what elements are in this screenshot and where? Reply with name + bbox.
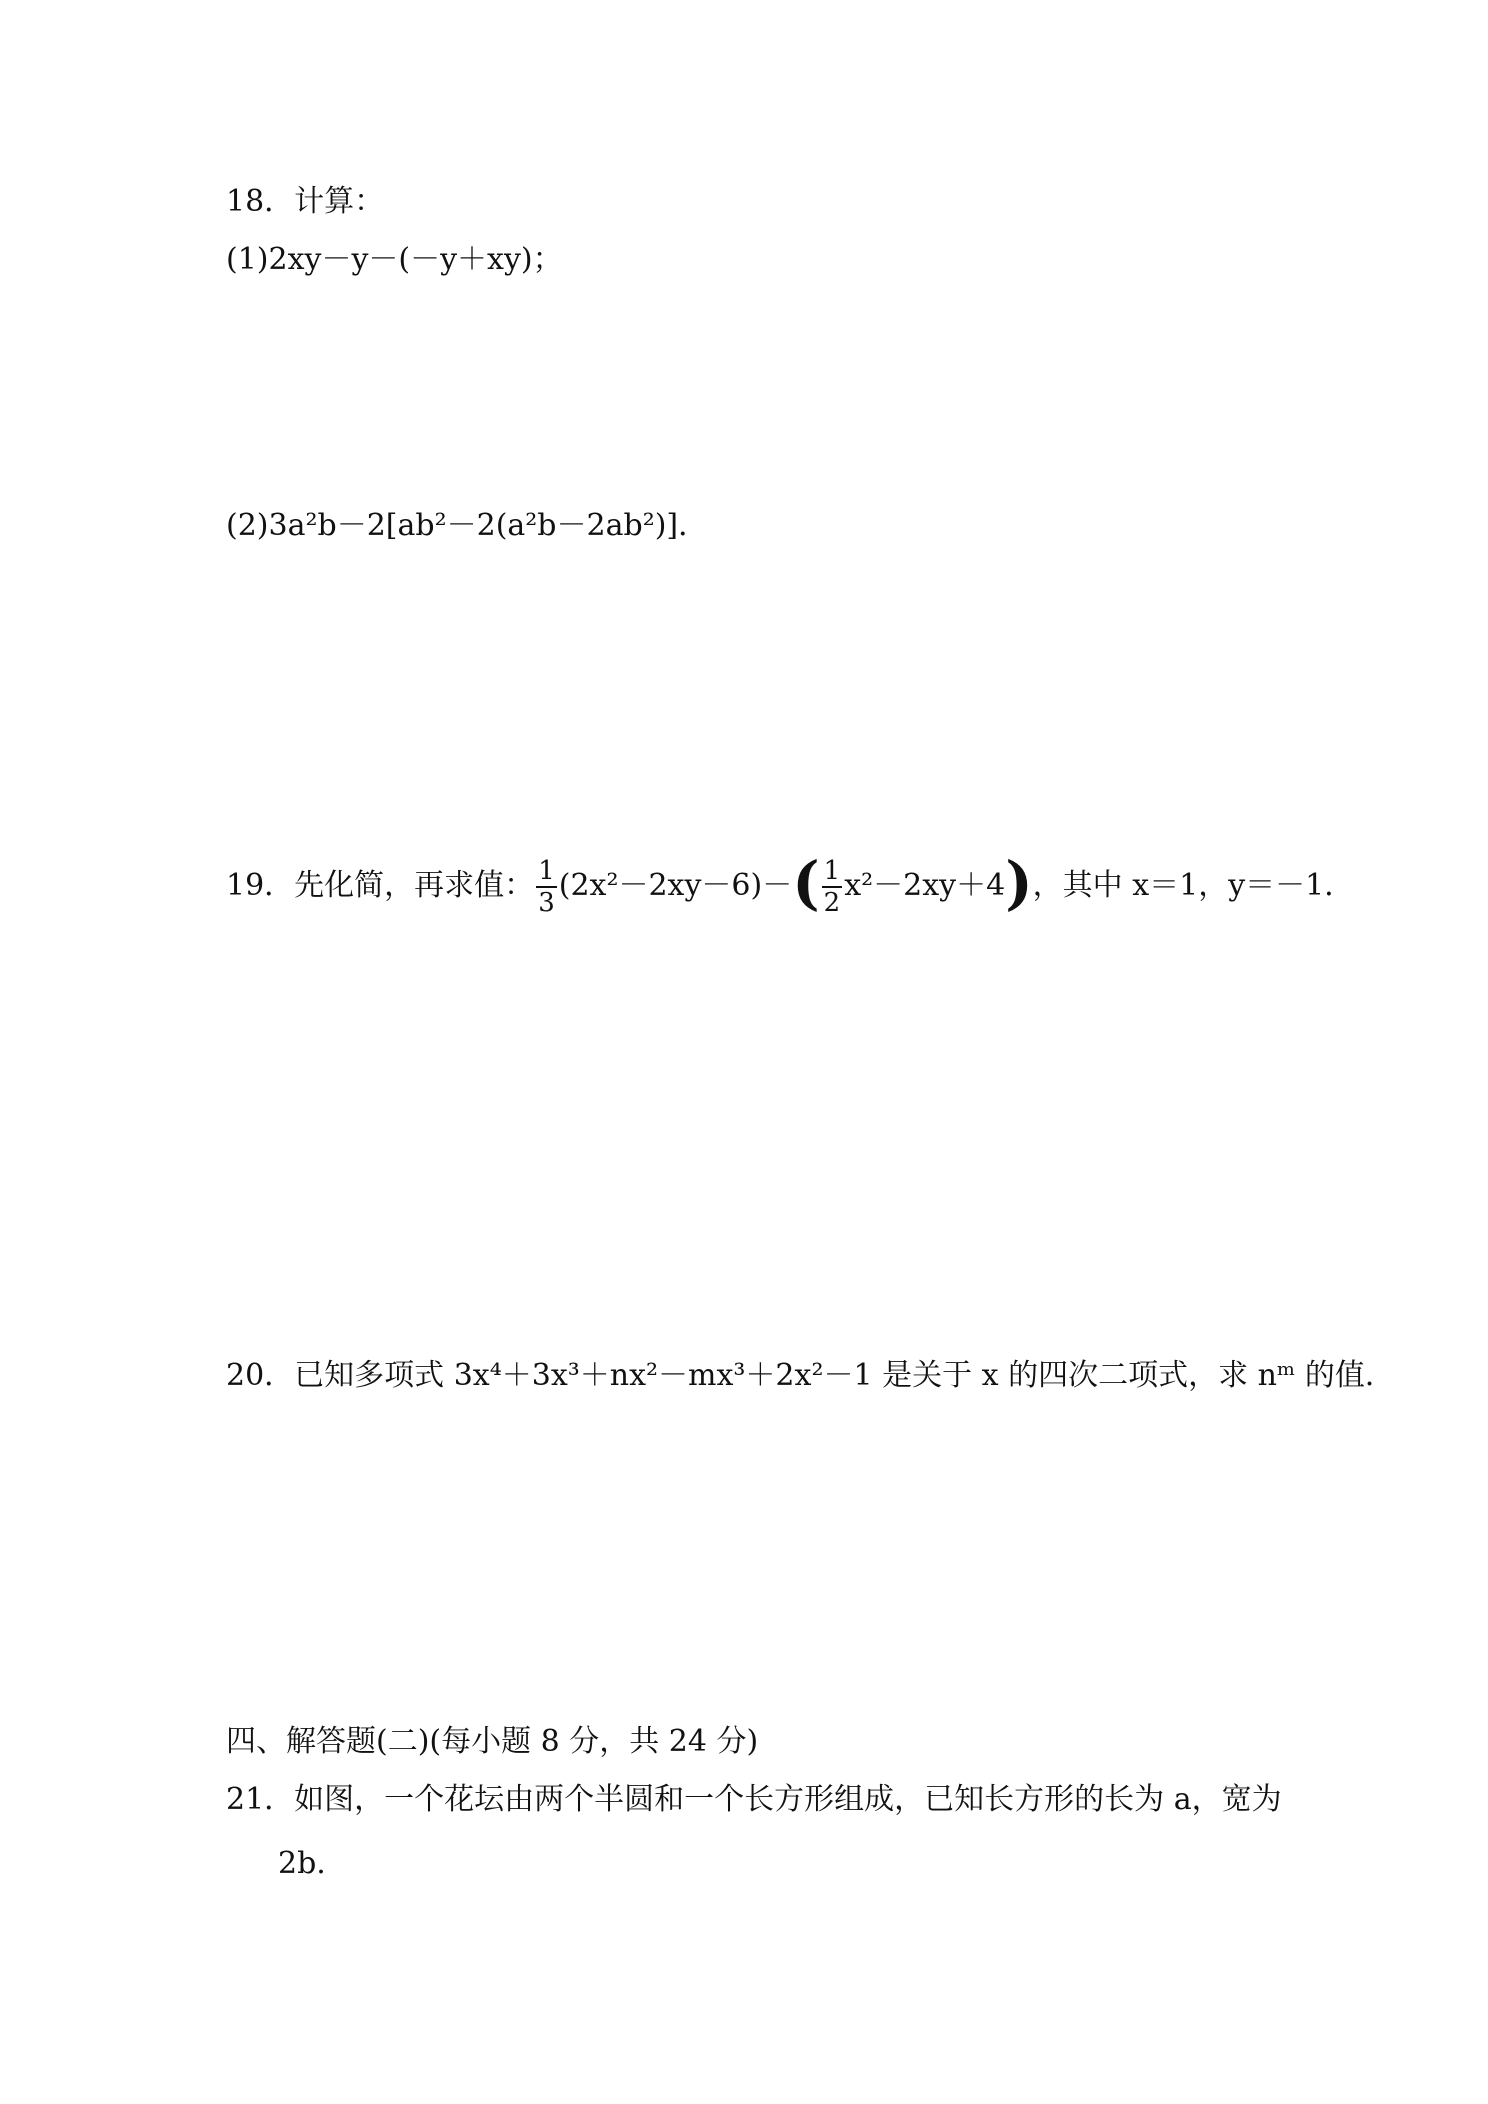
q18-part2: (2)3a²b－2[ab²－2(a²b－2ab²)]． — [226, 508, 709, 543]
q19-frac1-den: 3 — [538, 888, 555, 918]
q19-frac1-num: 1 — [538, 856, 555, 886]
q19-left-bracket: ( — [792, 849, 820, 917]
q20-question: 20．已知多项式 3x⁴＋3x³＋nx²－mx³＋2x²－1 是关于 x 的四次二项式，求 nᵐ 的值． — [226, 1358, 1395, 1393]
q19-expr2: x²－2xy＋4 — [844, 868, 1006, 903]
q19-right-bracket: ) — [1005, 849, 1033, 917]
q19-prefix: 19．先化简，再求值： — [226, 868, 535, 903]
q19-frac2-num: 1 — [823, 856, 841, 886]
q21-line1: 21．如图，一个花坛由两个半圆和一个长方形组成，已知长方形的长为 a，宽为 — [226, 1782, 1282, 1817]
q19-suffix: ，其中 x＝1，y＝－1． — [1032, 868, 1355, 903]
q18-header: 18．计算： — [226, 184, 385, 219]
q19-frac2-den: 2 — [823, 888, 841, 918]
q19-fraction-one-third — [536, 858, 557, 916]
q19-expr1: (2x²－2xy－6)－ — [558, 868, 793, 903]
q19-question — [226, 849, 1355, 918]
q18-part1: (1)2xy－y－(－y＋xy)； — [226, 242, 563, 277]
section4-title: 四、解答题(二)(每小题 8 分，共 24 分) — [226, 1724, 759, 1759]
q19-fraction-one-half — [822, 858, 843, 916]
q21-line2: 2b. — [278, 1846, 326, 1881]
